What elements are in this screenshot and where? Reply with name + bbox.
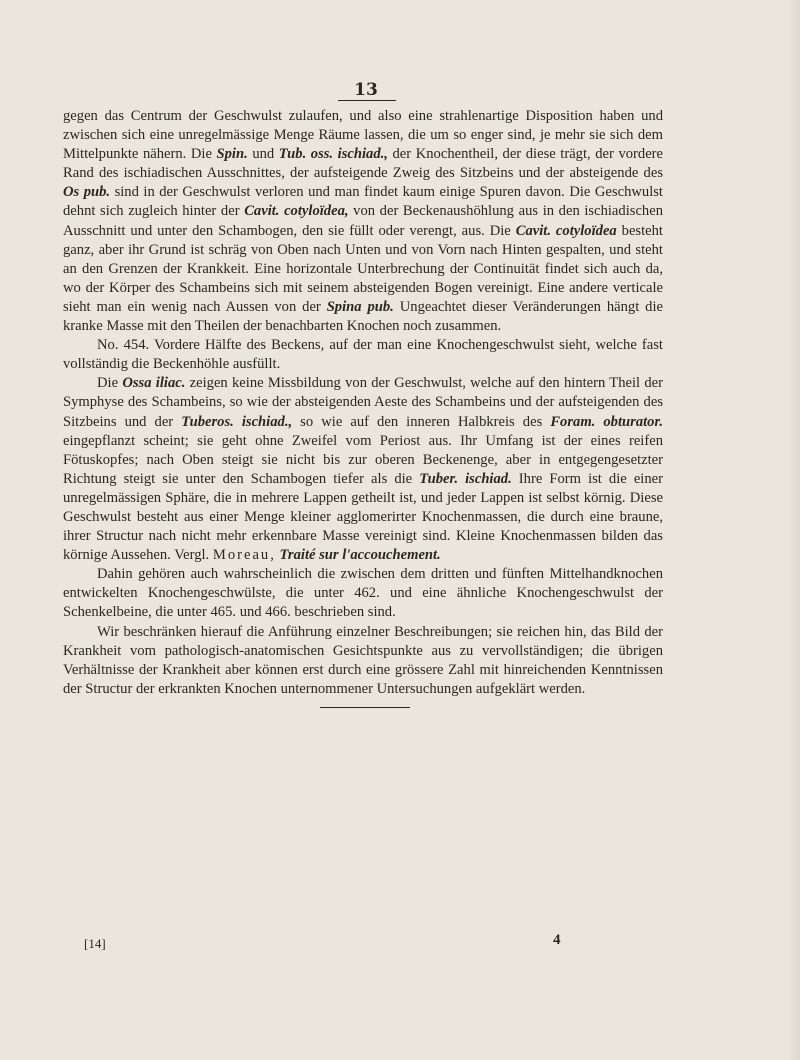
page-number: 13	[354, 80, 378, 100]
signature-mark-left: [14]	[84, 936, 106, 951]
italic-term: Tub. oss. ischiad.,	[278, 146, 388, 163]
italic-term: Tuberos. ischiad.,	[181, 413, 293, 430]
paragraph-2	[63, 336, 663, 374]
text-run: Dahin gehören auch wahrscheinlich die zwischen dem dritten und fünften Mittelhandknochen entwickelten Knochengeschwülste, die unter 462. und eine ähnliche Knochengeschwulst der Schenkelbeine, die unter 465. und 466. beschrieben sind.	[63, 566, 663, 621]
italic-term: Os pub.	[63, 184, 111, 201]
italic-term: Spin.	[216, 146, 248, 163]
spaced-name: Moreau,	[212, 547, 276, 564]
paragraph-4	[63, 565, 663, 622]
page-edge-shadow	[788, 0, 800, 1060]
text-run: gegen das Centrum der Geschwulst zulaufen, und also eine strahlenartige Disposition haben und zwischen sich eine unregelmässige Menge Räume lassen, die um so enger sind, je mehr sie sich dem Mittelpunkte nähern. Die	[63, 108, 663, 163]
section-divider	[320, 707, 410, 708]
signature-mark-right: 4	[553, 932, 561, 948]
italic-term: Cavit. cotyloïdea	[515, 222, 617, 239]
paragraph-5	[63, 623, 663, 699]
italic-term: Traité sur l'accouchement.	[279, 547, 441, 564]
text-run: so wie auf den inneren Halbkreis des	[292, 413, 551, 430]
body-text	[63, 107, 663, 699]
page-number-underline	[338, 100, 396, 101]
italic-term: Foram. obturator.	[550, 413, 663, 430]
text-run: zeigen keine Missbildung von der Geschwulst, welche auf den hintern Theil der Symphyse des Schambeins, so wie der absteigenden Aeste des Schambeins und der aufsteigenden des Sitzbeins und der	[63, 375, 663, 430]
text-run: Die	[97, 375, 123, 392]
text-run: Ihre Form ist die einer unregelmässigen Sphäre, die in mehrere Lappen getheilt ist, und jeder Lappen ist selbst körnig. Diese Geschwulst besteht aus einer Menge kleiner agglomerirter Knochenmassen, die durch eine braune, ihrer Structur nach nicht mehr erkennbare Masse vereinigt sind. Kleine Knochenmassen bilden das körnige Aussehen. Vergl.	[63, 470, 663, 564]
text-run: No. 454. Vordere Hälfte des Beckens, auf der man eine Knochengeschwulst sieht, welche fast vollständig die Beckenhöhle ausfüllt.	[63, 337, 663, 373]
text-run: eingepflanzt scheint; sie geht ohne Zweifel vom Periost aus. Ihr Umfang ist der eines reifen Fötuskopfes; nach Oben steigt sie nicht bis zur oberen Beckenenge, aber in entgegengesetzter Richtung steigt sie unter den Schambogen tiefer als die	[63, 432, 663, 487]
text-run: von der Beckenaushöhlung aus in den ischiadischen Ausschnitt und unter den Schambogen, den sie füllt oder verengt, aus. Die	[63, 203, 663, 239]
text-run: Wir beschränken hierauf die Anführung einzelner Beschreibungen; sie reichen hin, das Bild der Krankheit vom pathologisch-anatomischen Gesichtspunkte aus zu vervollständigen; die übrigen Verhältnisse der Krankheit aber können erst durch eine grössere Zahl mit hinreichenden Kenntnissen der Structur der erkrankten Knochen unternommener Untersuchungen aufgeklärt werden.	[63, 623, 663, 697]
text-run: besteht ganz, aber ihr Grund ist schräg von Oben nach Unten und von Vorn nach Hinten gespalten, und steht an den Grenzen der Krankkeit. Eine horizontale Unterbrechung der Continuität findet sich auch da, wo der Körper des Schambeins sich mit seinem absteigenden Bogen vereinigt. Eine andere verticale sieht man ein wenig nach Aussen von der	[63, 222, 663, 315]
text-run: sind in der Geschwulst verloren und man findet kaum einige Spuren davon. Die Geschwulst dehnt sich zugleich hinter der	[63, 184, 663, 220]
italic-term: Cavit. cotyloïdea,	[244, 203, 349, 220]
paragraph-1	[63, 107, 663, 336]
italic-term: Spina pub.	[326, 298, 394, 315]
text-run: und	[247, 146, 279, 163]
text-run: Ungeachtet dieser Veränderungen hängt die kranke Masse mit den Theilen der benachbarten Knochen noch zusammen.	[63, 298, 663, 335]
italic-term: Tuber. ischiad.	[419, 470, 512, 487]
text-run: der Knochentheil, der diese trägt, der vordere Rand des ischiadischen Ausschnittes, der aufsteigende Zweig des Sitzbeins und der absteigende des	[63, 146, 664, 182]
paragraph-3	[63, 374, 663, 565]
italic-term: Ossa iliac.	[122, 375, 186, 392]
